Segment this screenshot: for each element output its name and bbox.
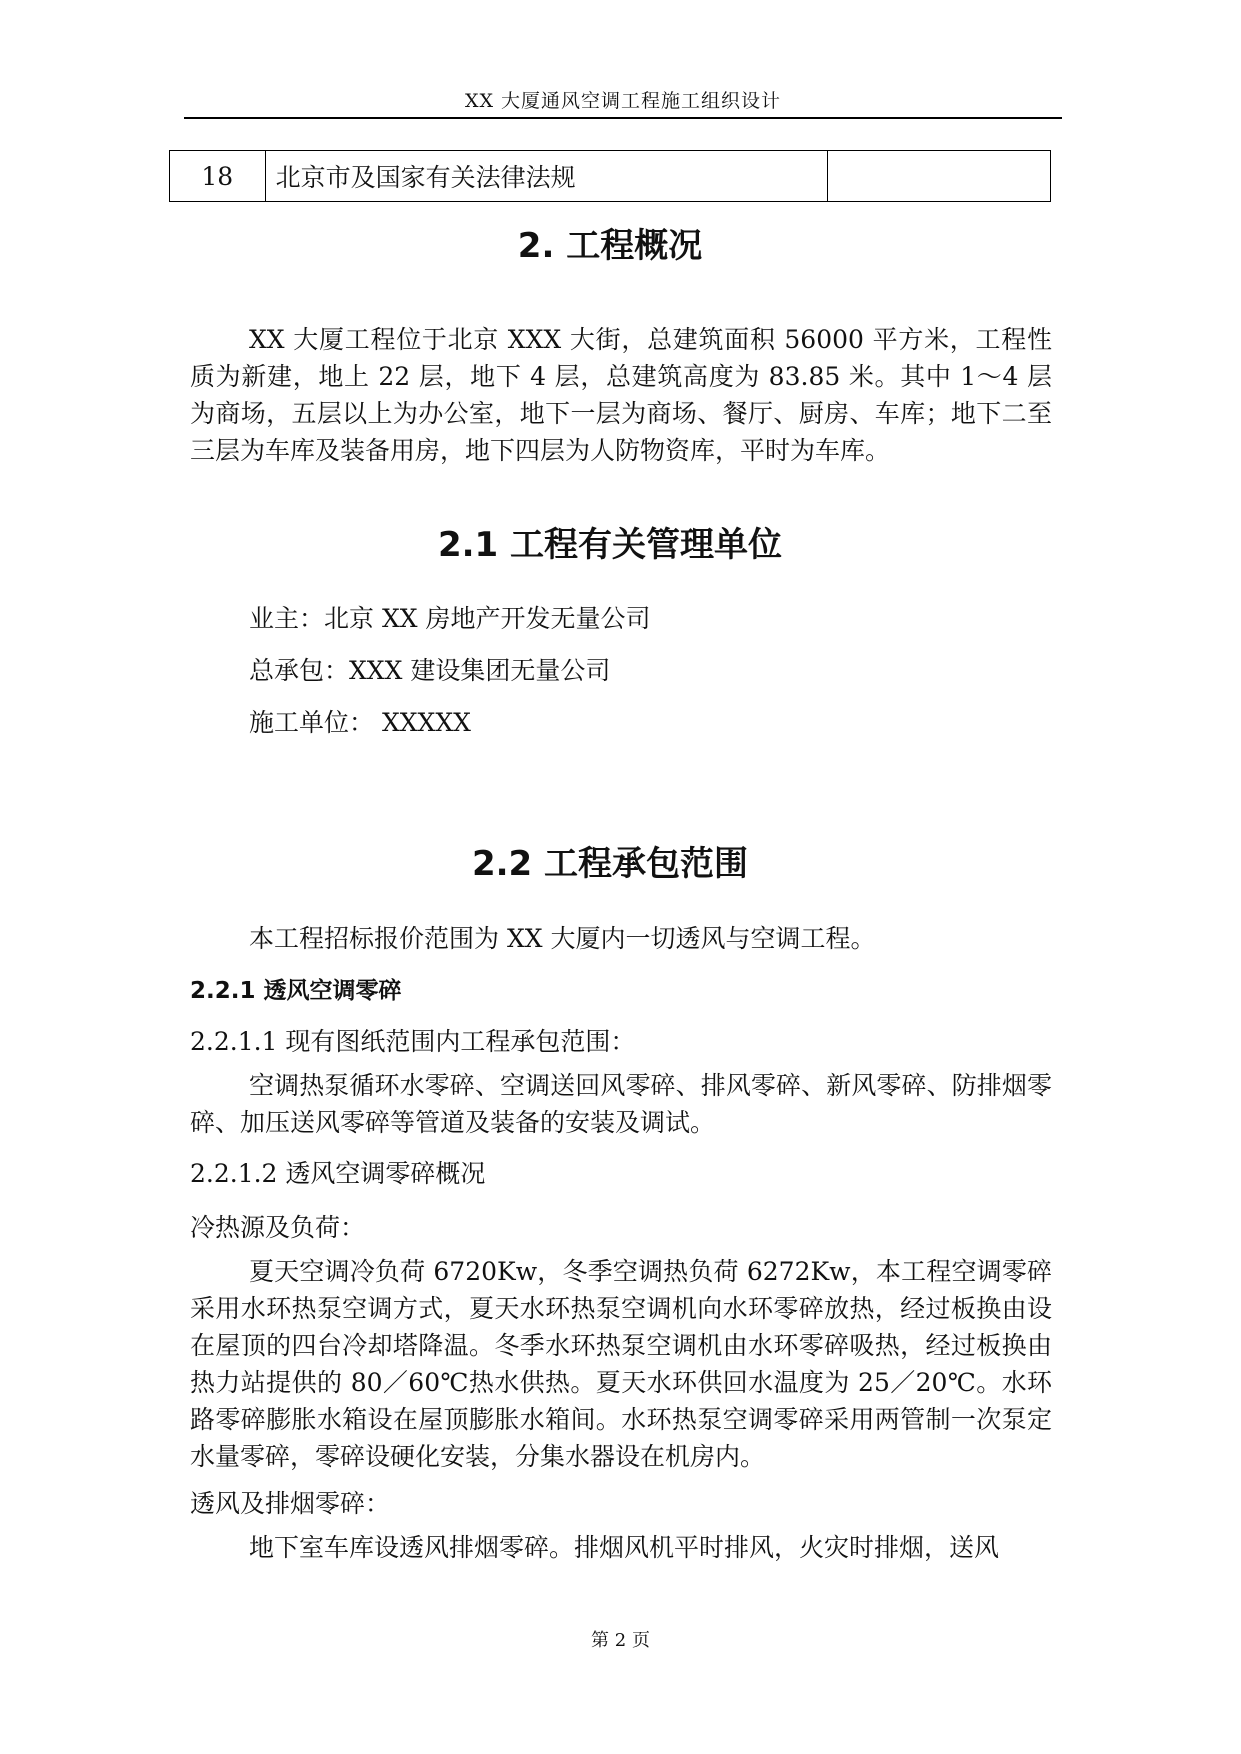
contractor-line: 总承包：XXX 建设集团无量公司 [249,656,611,685]
section-title-overview: 2. 工程概况 [517,226,703,266]
table-cell-note [828,151,1051,202]
scope-drawings-paragraph: 空调热泵循环水零碎、空调送回风零碎、排风零碎、新风零碎、防排烟零碎、加压送风零碎等管道及装备的安装及调试。 [190,1071,1052,1137]
subsection-title-scope-drawings: 2.2.1.1 现有图纸范围内工程承包范围： [190,1027,636,1056]
builder-line: 施工单位： XXXXX [249,708,471,737]
running-header: XX 大厦通风空调工程施工组织设计 [464,90,782,112]
table-row [170,151,1051,202]
heat-source-label: 冷热源及负荷： [190,1213,366,1242]
reference-table [169,150,1051,202]
ventilation-paragraph: 地下室车库设透风排烟零碎。排烟风机平时排风，火灾时排烟，送风 [249,1533,1000,1562]
scope-intro: 本工程招标报价范围为 XX 大厦内一切透风与空调工程。 [249,924,876,953]
heat-source-paragraph: 夏天空调冷负荷 6720Kw，冬季空调热负荷 6272Kw，本工程空调零碎采用水环热泵空调方式，夏天水环热泵空调机向水环零碎放热，经过板换由设在屋顶的四台冷却塔降温。冬季水环热泵空调机由水环零碎吸热，经过板换由热力站提供的 80／60℃热水供热。夏天水环供回水温度为 25／20℃。水环路零碎膨胀水箱设在屋顶膨胀水箱间。水环热泵空调零碎采用两管制一次泵定水量零碎，零碎设硬化安装，分集水器设在机房内。 [190,1257,1052,1471]
page-number: 第 2 页 [591,1630,650,1651]
table-cell-name: 北京市及国家有关法律法规 [265,151,828,202]
header-rule [184,117,1062,119]
owner-line: 业主：北京 XX 房地产开发无量公司 [249,604,651,633]
section-title-scope: 2.2 工程承包范围 [471,844,749,884]
ventilation-label: 透风及排烟零碎： [190,1489,391,1518]
overview-paragraph: XX 大厦工程位于北京 XXX 大街，总建筑面积 56000 平方米，工程性质为新建，地上 22 层，地下 4 层，总建筑高度为 83.85 米。其中 1～4 层为商场，五层以上为办公室，地下一层为商场、餐厅、厨房、车库；地下二至三层为车库及装备用房，地下四层为人防物资库，平时为车库。 [190,325,1052,465]
subsection-title-hvac: 2.2.1 透风空调零碎 [190,978,402,1004]
table-cell-number: 18 [170,151,266,202]
section-title-management: 2.1 工程有关管理单位 [437,525,783,565]
subsection-title-hvac-overview: 2.2.1.2 透风空调零碎概况 [190,1159,486,1188]
